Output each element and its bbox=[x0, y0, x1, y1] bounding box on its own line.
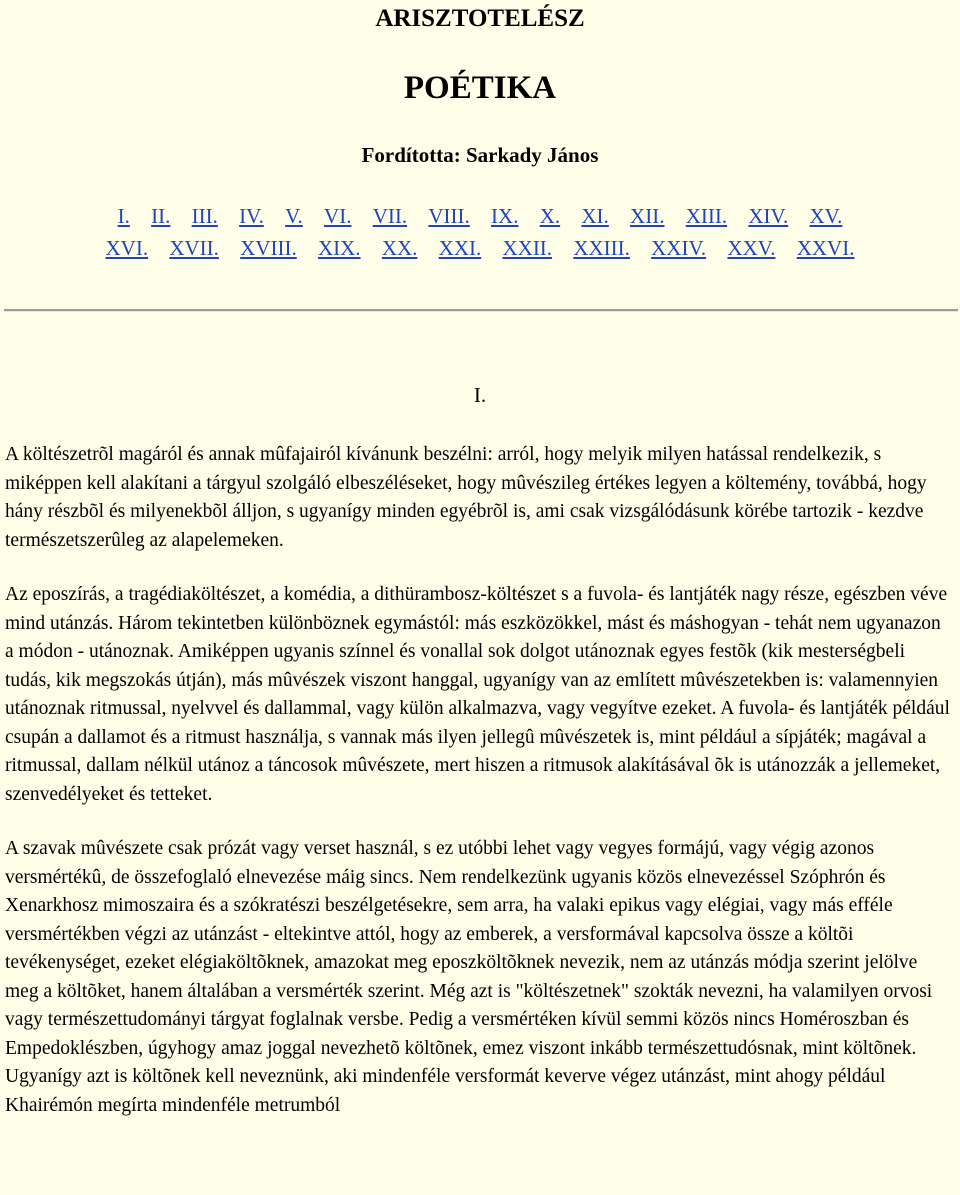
chapter-link-10[interactable]: X. bbox=[539, 204, 561, 228]
chapter-link-22[interactable]: XXII. bbox=[502, 236, 553, 260]
chapter-link-11[interactable]: XI. bbox=[581, 204, 609, 228]
chapter-link-23[interactable]: XXIII. bbox=[573, 236, 630, 260]
chapter-link-13[interactable]: XIII. bbox=[685, 204, 728, 228]
paragraph-1: A költészetrõl magáról és annak mûfajairól kívánunk beszélni: arról, hogy melyik milyen hatással rendelkezik, s miképpen kell alakítani a tárgyul szolgáló elbeszéléseket, hogy mûvészileg értékes legyen a költemény, továbbá, hogy hány részbõl és milyenekbõl álljon, s ugyanígy minden egyébrõl is, ami csak vizsgálódásunk körébe tartozik - kezdve természetszerûleg az alapelemeken. bbox=[5, 444, 927, 551]
chapter-link-12[interactable]: XII. bbox=[630, 204, 665, 228]
chapter-link-16[interactable]: XVI. bbox=[105, 236, 149, 260]
chapter-link-25[interactable]: XXV. bbox=[727, 236, 776, 260]
chapter-link-24[interactable]: XXIV. bbox=[651, 236, 707, 260]
chapter-link-19[interactable]: XIX. bbox=[317, 236, 361, 260]
chapter-link-17[interactable]: XVII. bbox=[169, 236, 219, 260]
chapter-link-7[interactable]: VII. bbox=[372, 204, 408, 228]
chapter-link-15[interactable]: XV. bbox=[809, 204, 843, 228]
chapter-link-14[interactable]: XIV. bbox=[748, 204, 789, 228]
chapter-link-2[interactable]: II. bbox=[151, 204, 171, 228]
page-title: POÉTIKA bbox=[403, 70, 557, 106]
chapter-link-3[interactable]: III. bbox=[191, 204, 218, 228]
chapter-index-line-1 bbox=[0, 200, 960, 232]
chapter-link-18[interactable]: XVIII. bbox=[240, 236, 297, 260]
chapter-link-5[interactable]: V. bbox=[285, 204, 303, 228]
chapter-link-6[interactable]: VI. bbox=[324, 204, 352, 228]
chapter-link-20[interactable]: XX. bbox=[381, 236, 418, 260]
chapter-link-26[interactable]: XXVI. bbox=[796, 236, 855, 260]
translator-credit: Fordította: Sarkady János bbox=[361, 143, 599, 167]
chapter-heading: I. bbox=[473, 383, 487, 407]
chapter-link-9[interactable]: IX. bbox=[491, 204, 519, 228]
chapter-link-1[interactable]: I. bbox=[117, 204, 130, 228]
paragraph-2: Az eposzírás, a tragédiaköltészet, a komédia, a dithürambosz-költészet s a fuvola- és lantjáték nagy része, egészben véve mind utánzás. Három tekintetben különböznek egymástól: más eszközökkel, mást és máshogyan - tehát nem ugyanazon a módon - utánoznak. Amiképpen ugyanis színnel és vonallal sok dolgot utánoznak egyes festõk (kik mesterségbeli tudás, kik megszokás útján), más mûvészek viszont hanggal, ugyanígy van az említett mûvészetekben is: valamennyien utánoznak ritmussal, nyelvvel és dallammal, vagy külön alkalmazva, vagy vegyítve ezeket. A fuvola- és lantjáték például csupán a dallamot és a ritmust használja, s vannak más ilyen jellegû mûvészetek is, mint például a sípjáték; magával a ritmussal, dallam nélkül utánoz a táncosok mûvészete, mert hiszen a ritmusok alakításával õk is utánozzák a jellemeket, szenvedélyeket és tetteket. bbox=[5, 584, 950, 805]
chapter-link-4[interactable]: IV. bbox=[239, 204, 264, 228]
paragraph-3: A szavak mûvészete csak prózát vagy verset használ, s ez utóbbi lehet vagy vegyes formájú, vagy végig azonos versmértékû, de összefoglaló elnevezése máig sincs. Nem rendelkezünk ugyanis közös elnevezéssel Szóphrón és Xenarkhosz mimoszaira és a szókratészi beszélgetésekre, sem arra, ha valaki epikus vagy elégiai, vagy más efféle versmértékben végzi az utánzást - eltekintve attól, hogy az emberek, a versformával kapcsolva össze a költõi tevékenységet, ezeket elégiaköltõknek, amazokat meg eposzköltõknek nevezik, nem az utánzás módja szerint jelölve meg a költõket, hanem általában a versmérték szerint. Még azt is "költészetnek" szokták nevezni, ha valamilyen orvosi vagy természettudományi tárgyat foglalnak versbe. Pedig a versmértéken kívül semmi közös nincs Homéroszban és Empedoklészben, úgyhogy amaz joggal nevezhetõ költõnek, emez viszont inkább természettudósnak, mint költõnek. Ugyanígy azt is költõnek kell neveznünk, aki mindenféle versformát keverve végez utánzást, mint ahogy például Khairémón megírta mindenféle metrumból bbox=[5, 838, 933, 1116]
author-heading: ARISZTOTELÉSZ bbox=[375, 5, 585, 32]
chapter-link-21[interactable]: XXI. bbox=[438, 236, 482, 260]
chapter-index-line-2 bbox=[0, 232, 960, 264]
chapter-link-8[interactable]: VIII. bbox=[428, 204, 470, 228]
chapter-body bbox=[5, 441, 953, 1146]
horizontal-divider bbox=[4, 309, 958, 312]
chapter-index bbox=[0, 200, 960, 264]
